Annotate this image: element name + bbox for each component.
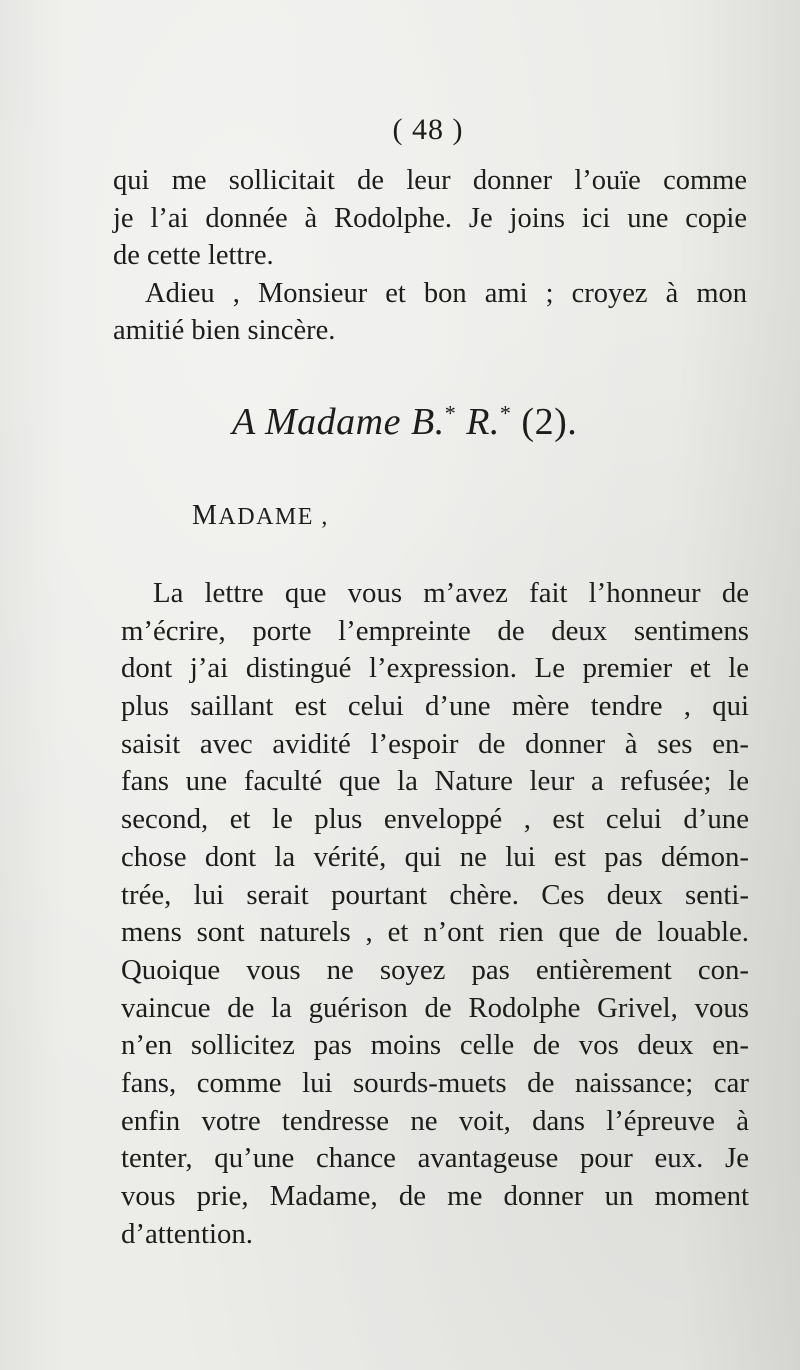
letter-body	[121, 575, 749, 1253]
text-line: dont j’ai distingué l’expression. Le premier et le	[121, 652, 749, 685]
letter-heading	[232, 400, 577, 444]
text-line: amitié bien sincère.	[113, 315, 336, 347]
text-line: fans, comme lui sourds-muets de naissance; car	[121, 1066, 749, 1099]
text-line: chose dont la vérité, qui ne lui est pas démon-	[121, 840, 749, 873]
text-line: Quoique vous ne soyez pas entièrement con-	[121, 953, 749, 986]
text-line: vaincue de la guérison de Rodolphe Grivel, vous	[121, 991, 749, 1024]
salutation-initial: M	[192, 500, 219, 531]
page-number: ( 48 )	[392, 113, 464, 146]
text-line: Adieu , Monsieur et bon ami ; croyez à mon	[145, 277, 747, 309]
text-line: m’écrire, porte l’empreinte de deux sentimens	[121, 614, 749, 647]
text-line: saisit avec avidité l’espoir de donner à ses en-	[121, 727, 749, 760]
heading-note: (2).	[511, 401, 578, 443]
text-line: tenter, qu’une chance avantageuse pour eux. Je	[121, 1142, 749, 1175]
text-line: enfin votre tendresse ne voit, dans l’épreuve à	[121, 1104, 749, 1137]
text-line: je l’ai donnée à Rodolphe. Je joins ici une copie	[113, 202, 747, 234]
text-line: mens sont naturels , et n’ont rien que de louable.	[121, 916, 749, 949]
text-line: trée, lui serait pourtant chère. Ces deux senti-	[121, 878, 749, 911]
heading-middle: R.	[456, 401, 500, 443]
salutation	[192, 500, 329, 532]
text-line: fans une faculté que la Nature leur a refusée; le	[121, 765, 749, 798]
text-line: second, et le plus enveloppé , est celui d’une	[121, 803, 749, 836]
salutation-rest: ADAME ,	[218, 504, 329, 530]
text-line: de cette lettre.	[113, 240, 274, 272]
text-line: plus saillant est celui d’une mère tendre , qui	[121, 690, 749, 723]
heading-star: *	[444, 400, 457, 426]
text-line: vous prie, Madame, de me donner un moment	[121, 1180, 749, 1212]
opening-paragraphs	[113, 162, 747, 350]
heading-prefix: A Madame B.	[232, 401, 445, 443]
text-line: d’attention.	[121, 1217, 253, 1250]
heading-star: *	[499, 400, 512, 426]
text-line: n’en sollicitez pas moins celle de vos deux en-	[121, 1029, 749, 1062]
text-line: qui me sollicitait de leur donner l’ouïe comme	[113, 165, 747, 196]
text-line: La lettre que vous m’avez fait l’honneur de	[153, 577, 749, 609]
